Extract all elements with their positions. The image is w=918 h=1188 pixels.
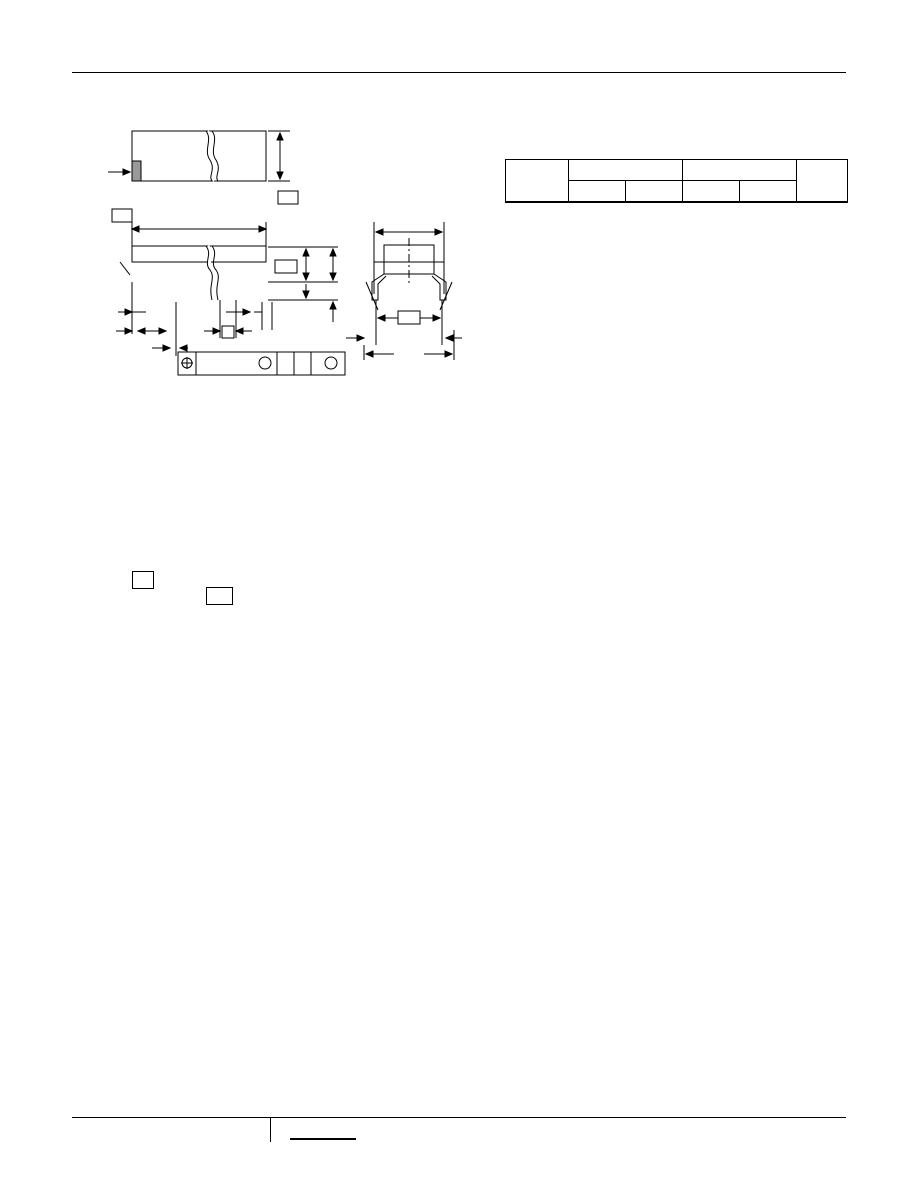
feature-control-frame	[178, 352, 345, 375]
header-group-2	[683, 160, 797, 181]
header-max-2	[740, 181, 797, 203]
end-view	[346, 222, 462, 360]
top-view	[108, 131, 298, 204]
side-view	[112, 209, 338, 356]
header-min-1	[569, 181, 626, 203]
logo-underline	[290, 1138, 356, 1140]
header-max-1	[626, 181, 683, 203]
dimension-table	[505, 159, 848, 518]
header-symbol-cell	[506, 160, 569, 203]
note-reference-box-2	[206, 587, 233, 605]
header-min-2	[683, 181, 740, 203]
header-notes-cell	[797, 160, 848, 203]
header-group-1	[569, 160, 683, 181]
note-reference-box-1	[132, 571, 154, 589]
